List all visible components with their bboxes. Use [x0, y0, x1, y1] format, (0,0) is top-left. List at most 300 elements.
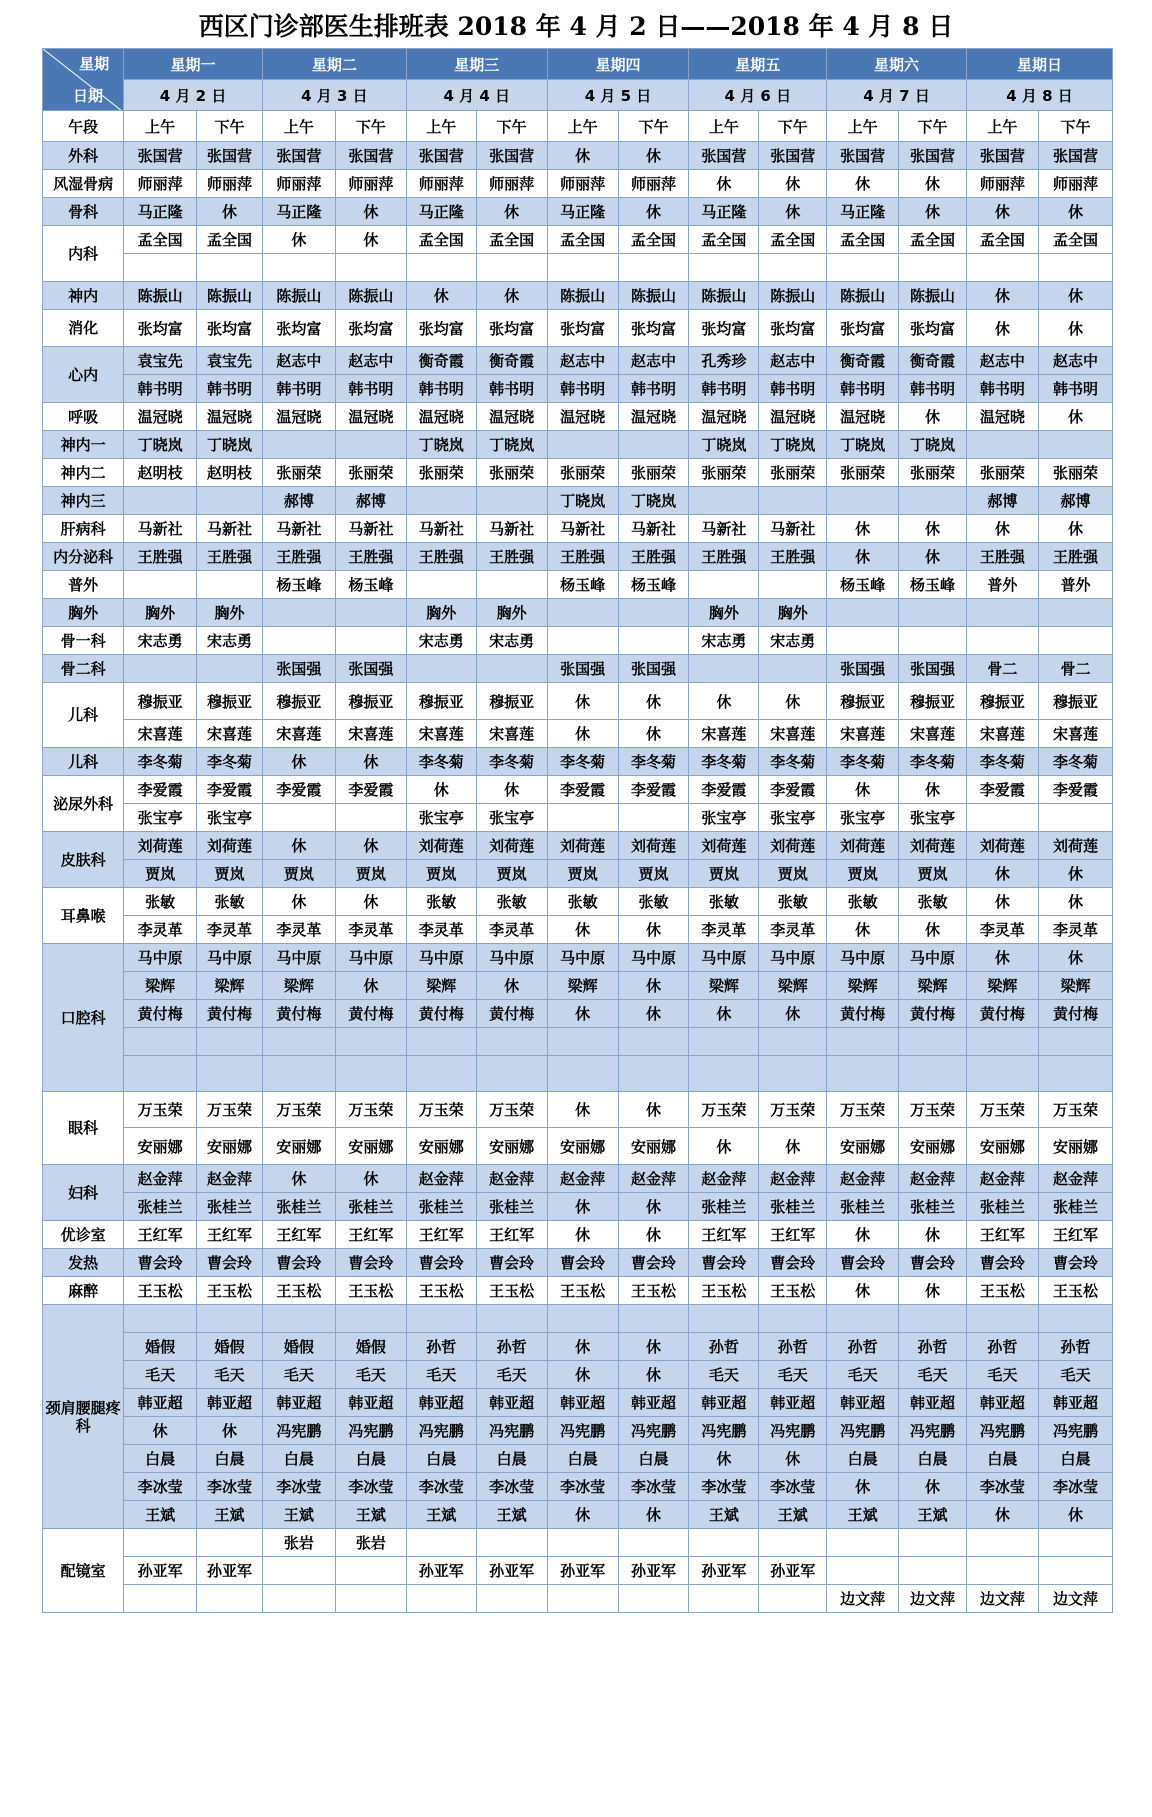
- shift-cell: 张国营: [1038, 142, 1112, 170]
- shift-cell: 马正隆: [827, 198, 899, 226]
- shift-cell: [335, 1305, 406, 1333]
- shift-cell: 王胜强: [124, 543, 197, 571]
- shift-cell: 梁辉: [197, 972, 263, 1000]
- shift-cell: 黄付梅: [476, 1000, 547, 1028]
- department-cell: 妇科: [43, 1165, 124, 1221]
- shift-cell: 王玉松: [335, 1277, 406, 1305]
- shift-cell: 张国营: [899, 142, 967, 170]
- shift-cell: 杨玉峰: [899, 571, 967, 599]
- period-cell: 上午: [547, 111, 618, 142]
- shift-cell: 张均富: [827, 310, 899, 347]
- shift-cell: 张桂兰: [197, 1193, 263, 1221]
- shift-cell: [759, 1028, 827, 1056]
- shift-cell: 婚假: [124, 1333, 197, 1361]
- shift-cell: 袁宝先: [124, 347, 197, 375]
- shift-cell: 休: [827, 916, 899, 944]
- department-cell: 神内一: [43, 431, 124, 459]
- shift-cell: [335, 1557, 406, 1585]
- shift-cell: 毛天: [827, 1361, 899, 1389]
- schedule-row: [43, 431, 1113, 459]
- shift-cell: 温冠晓: [476, 403, 547, 431]
- period-cell: 上午: [827, 111, 899, 142]
- shift-cell: 骨二: [1038, 655, 1112, 683]
- shift-cell: 宋志勇: [759, 627, 827, 655]
- shift-cell: 休: [547, 916, 618, 944]
- shift-cell: 王胜强: [406, 543, 476, 571]
- shift-cell: 张丽荣: [476, 459, 547, 487]
- shift-cell: 婚假: [197, 1333, 263, 1361]
- shift-cell: 张国强: [262, 655, 335, 683]
- shift-cell: 张国强: [618, 655, 689, 683]
- schedule-row: [43, 1389, 1113, 1417]
- weekday-header: 星期三: [406, 49, 547, 80]
- shift-cell: 贾岚: [476, 860, 547, 888]
- shift-cell: 孟全国: [689, 226, 759, 254]
- shift-cell: 孟全国: [966, 226, 1038, 254]
- shift-cell: 韩书明: [899, 375, 967, 403]
- shift-cell: 王玉松: [1038, 1277, 1112, 1305]
- shift-cell: 休: [618, 1221, 689, 1249]
- shift-cell: 休: [197, 198, 263, 226]
- shift-cell: 冯宪鹏: [406, 1417, 476, 1445]
- shift-cell: [1038, 627, 1112, 655]
- shift-cell: 休: [899, 515, 967, 543]
- shift-cell: 师丽萍: [124, 170, 197, 198]
- shift-cell: 张桂兰: [476, 1193, 547, 1221]
- shift-cell: [759, 487, 827, 515]
- shift-cell: 李冬菊: [1038, 748, 1112, 776]
- schedule-row: [43, 627, 1113, 655]
- shift-cell: [197, 655, 263, 683]
- shift-cell: 温冠晓: [689, 403, 759, 431]
- shift-cell: 李冰莹: [966, 1473, 1038, 1501]
- shift-cell: 贾岚: [547, 860, 618, 888]
- shift-cell: 安丽娜: [966, 1128, 1038, 1165]
- shift-cell: 休: [899, 403, 967, 431]
- shift-cell: 王斌: [197, 1501, 263, 1529]
- shift-cell: 曹会玲: [1038, 1249, 1112, 1277]
- shift-cell: 万玉荣: [335, 1092, 406, 1128]
- shift-cell: [547, 431, 618, 459]
- shift-cell: 王斌: [335, 1501, 406, 1529]
- shift-cell: 师丽萍: [1038, 170, 1112, 198]
- shift-cell: 李冬菊: [759, 748, 827, 776]
- shift-cell: 休: [689, 683, 759, 720]
- shift-cell: [406, 571, 476, 599]
- shift-cell: 温冠晓: [759, 403, 827, 431]
- shift-cell: 王斌: [827, 1501, 899, 1529]
- shift-cell: 师丽萍: [476, 170, 547, 198]
- shift-cell: [406, 254, 476, 282]
- shift-cell: [262, 1028, 335, 1056]
- shift-cell: 休: [335, 748, 406, 776]
- shift-cell: [406, 655, 476, 683]
- shift-cell: 张宝亭: [759, 804, 827, 832]
- shift-cell: 韩书明: [262, 375, 335, 403]
- shift-cell: 休: [899, 1277, 967, 1305]
- shift-cell: 温冠晓: [262, 403, 335, 431]
- shift-cell: [759, 254, 827, 282]
- shift-cell: 白晨: [476, 1445, 547, 1473]
- shift-cell: 白晨: [966, 1445, 1038, 1473]
- shift-cell: 丁晓岚: [547, 487, 618, 515]
- shift-cell: 王红军: [759, 1221, 827, 1249]
- shift-cell: [966, 627, 1038, 655]
- shift-cell: 梁辉: [262, 972, 335, 1000]
- shift-cell: 边文萍: [1038, 1585, 1112, 1613]
- shift-cell: 休: [618, 1333, 689, 1361]
- schedule-table: [42, 48, 1113, 1613]
- shift-cell: [689, 1529, 759, 1557]
- department-cell: 内分泌科: [43, 543, 124, 571]
- shift-cell: 休: [335, 1165, 406, 1193]
- shift-cell: 马正隆: [124, 198, 197, 226]
- schedule-row: [43, 1529, 1113, 1557]
- shift-cell: 梁辉: [899, 972, 967, 1000]
- page-title: 西区门诊部医生排班表 2018 年 4 月 2 日——2018 年 4 月 8 日: [198, 12, 954, 41]
- shift-cell: 杨玉峰: [618, 571, 689, 599]
- shift-cell: 毛天: [899, 1361, 967, 1389]
- shift-cell: 李冰莹: [262, 1473, 335, 1501]
- shift-cell: 毛天: [689, 1361, 759, 1389]
- department-cell: 发热: [43, 1249, 124, 1277]
- shift-cell: 王胜强: [759, 543, 827, 571]
- department-cell: 儿科: [43, 748, 124, 776]
- shift-cell: 宋喜莲: [124, 720, 197, 748]
- shift-cell: 韩书明: [547, 375, 618, 403]
- shift-cell: [335, 1585, 406, 1613]
- shift-cell: 毛天: [335, 1361, 406, 1389]
- schedule-row: [43, 1056, 1113, 1092]
- shift-cell: 休: [1038, 515, 1112, 543]
- shift-cell: 普外: [966, 571, 1038, 599]
- shift-cell: 穆振亚: [124, 683, 197, 720]
- period-cell: 下午: [335, 111, 406, 142]
- shift-cell: 赵金萍: [689, 1165, 759, 1193]
- shift-cell: 休: [618, 198, 689, 226]
- shift-cell: 赵志中: [759, 347, 827, 375]
- shift-cell: 韩书明: [197, 375, 263, 403]
- shift-cell: [547, 627, 618, 655]
- shift-cell: 李爱霞: [966, 776, 1038, 804]
- shift-cell: 韩亚超: [689, 1389, 759, 1417]
- shift-cell: 马新社: [476, 515, 547, 543]
- shift-cell: 王红军: [406, 1221, 476, 1249]
- shift-cell: 韩亚超: [618, 1389, 689, 1417]
- shift-cell: [406, 1028, 476, 1056]
- shift-cell: 孙哲: [406, 1333, 476, 1361]
- shift-cell: 休: [899, 543, 967, 571]
- shift-cell: 张丽荣: [262, 459, 335, 487]
- shift-cell: 刘荷莲: [1038, 832, 1112, 860]
- shift-cell: 孟全国: [827, 226, 899, 254]
- shift-cell: [689, 254, 759, 282]
- shift-cell: 温冠晓: [197, 403, 263, 431]
- shift-cell: 张敏: [547, 888, 618, 916]
- shift-cell: 郝博: [335, 487, 406, 515]
- shift-cell: [547, 1056, 618, 1092]
- shift-cell: 休: [618, 1193, 689, 1221]
- shift-cell: 休: [966, 944, 1038, 972]
- shift-cell: 休: [547, 142, 618, 170]
- shift-cell: 陈振山: [759, 282, 827, 310]
- shift-cell: 韩书明: [689, 375, 759, 403]
- shift-cell: 宋喜莲: [335, 720, 406, 748]
- period-cell: 上午: [124, 111, 197, 142]
- shift-cell: [547, 254, 618, 282]
- shift-cell: [335, 804, 406, 832]
- shift-cell: 穆振亚: [335, 683, 406, 720]
- schedule-row: [43, 487, 1113, 515]
- schedule-row: [43, 543, 1113, 571]
- shift-cell: [966, 431, 1038, 459]
- shift-cell: 张桂兰: [262, 1193, 335, 1221]
- department-cell: 神内三: [43, 487, 124, 515]
- shift-cell: 赵金萍: [899, 1165, 967, 1193]
- shift-cell: 王斌: [899, 1501, 967, 1529]
- schedule-row: [43, 1417, 1113, 1445]
- shift-cell: 休: [966, 282, 1038, 310]
- schedule-row: [43, 459, 1113, 487]
- shift-cell: 马新社: [335, 515, 406, 543]
- shift-cell: 白晨: [262, 1445, 335, 1473]
- weekday-header: 星期一: [124, 49, 263, 80]
- schedule-row: [43, 916, 1113, 944]
- shift-cell: 休: [618, 1501, 689, 1529]
- shift-cell: 马新社: [759, 515, 827, 543]
- schedule-row: [43, 571, 1113, 599]
- shift-cell: 陈振山: [899, 282, 967, 310]
- shift-cell: 王胜强: [335, 543, 406, 571]
- shift-cell: 婚假: [335, 1333, 406, 1361]
- shift-cell: [262, 1305, 335, 1333]
- shift-cell: [827, 487, 899, 515]
- shift-cell: 贾岚: [689, 860, 759, 888]
- shift-cell: [124, 571, 197, 599]
- shift-cell: 穆振亚: [262, 683, 335, 720]
- shift-cell: 万玉荣: [476, 1092, 547, 1128]
- shift-cell: [124, 1028, 197, 1056]
- shift-cell: 张丽荣: [759, 459, 827, 487]
- shift-cell: 李爱霞: [335, 776, 406, 804]
- shift-cell: 王胜强: [1038, 543, 1112, 571]
- shift-cell: 郝博: [966, 487, 1038, 515]
- shift-cell: 贾岚: [335, 860, 406, 888]
- shift-cell: 马中原: [406, 944, 476, 972]
- shift-cell: 休: [406, 776, 476, 804]
- shift-cell: 韩书明: [1038, 375, 1112, 403]
- shift-cell: 丁晓岚: [476, 431, 547, 459]
- shift-cell: 张桂兰: [689, 1193, 759, 1221]
- shift-cell: 孙亚军: [618, 1557, 689, 1585]
- period-cell: 下午: [476, 111, 547, 142]
- shift-cell: 李灵革: [1038, 916, 1112, 944]
- shift-cell: 宋喜莲: [1038, 720, 1112, 748]
- shift-cell: 王玉松: [618, 1277, 689, 1305]
- shift-cell: 李灵革: [124, 916, 197, 944]
- shift-cell: 马中原: [759, 944, 827, 972]
- shift-cell: 张宝亭: [689, 804, 759, 832]
- shift-cell: 孟全国: [759, 226, 827, 254]
- shift-cell: 曹会玲: [262, 1249, 335, 1277]
- shift-cell: 宋喜莲: [966, 720, 1038, 748]
- shift-cell: [335, 431, 406, 459]
- department-cell: 外科: [43, 142, 124, 170]
- shift-cell: 丁晓岚: [759, 431, 827, 459]
- shift-cell: [966, 599, 1038, 627]
- shift-cell: 张桂兰: [1038, 1193, 1112, 1221]
- shift-cell: 休: [476, 198, 547, 226]
- shift-cell: [899, 1056, 967, 1092]
- schedule-row: [43, 748, 1113, 776]
- shift-cell: 王玉松: [689, 1277, 759, 1305]
- shift-cell: 休: [618, 683, 689, 720]
- shift-cell: 休: [899, 170, 967, 198]
- shift-cell: [1038, 1028, 1112, 1056]
- department-cell: 配镜室: [43, 1529, 124, 1613]
- shift-cell: 张丽荣: [827, 459, 899, 487]
- shift-cell: 休: [759, 170, 827, 198]
- shift-cell: [689, 1056, 759, 1092]
- shift-cell: 休: [827, 1473, 899, 1501]
- shift-cell: [1038, 804, 1112, 832]
- shift-cell: 刘荷莲: [689, 832, 759, 860]
- schedule-row: [43, 1092, 1113, 1128]
- shift-cell: 贾岚: [618, 860, 689, 888]
- shift-cell: [827, 1305, 899, 1333]
- shift-cell: 李灵革: [966, 916, 1038, 944]
- schedule-row: [43, 170, 1113, 198]
- shift-cell: 杨玉峰: [335, 571, 406, 599]
- shift-cell: 孟全国: [406, 226, 476, 254]
- shift-cell: 李冬菊: [827, 748, 899, 776]
- shift-cell: 张敏: [197, 888, 263, 916]
- shift-cell: 休: [1038, 1501, 1112, 1529]
- shift-cell: [618, 627, 689, 655]
- shift-cell: 李冬菊: [966, 748, 1038, 776]
- shift-cell: [899, 1557, 967, 1585]
- shift-cell: 王红军: [476, 1221, 547, 1249]
- shift-cell: 马新社: [197, 515, 263, 543]
- shift-cell: 宋喜莲: [262, 720, 335, 748]
- shift-cell: [335, 1056, 406, 1092]
- shift-cell: [966, 1305, 1038, 1333]
- date-header: 4 月 2 日: [124, 80, 263, 111]
- shift-cell: 李冰莹: [618, 1473, 689, 1501]
- shift-cell: 普外: [1038, 571, 1112, 599]
- shift-cell: 温冠晓: [966, 403, 1038, 431]
- shift-cell: 温冠晓: [618, 403, 689, 431]
- shift-cell: 王玉松: [476, 1277, 547, 1305]
- shift-cell: 冯宪鹏: [618, 1417, 689, 1445]
- shift-cell: 张丽荣: [335, 459, 406, 487]
- shift-cell: [262, 599, 335, 627]
- shift-cell: 张国营: [335, 142, 406, 170]
- shift-cell: 李冬菊: [899, 748, 967, 776]
- shift-cell: [966, 1056, 1038, 1092]
- schedule-row: [43, 198, 1113, 226]
- shift-cell: 休: [547, 720, 618, 748]
- shift-cell: 韩亚超: [197, 1389, 263, 1417]
- shift-cell: 安丽娜: [899, 1128, 967, 1165]
- shift-cell: 毛天: [262, 1361, 335, 1389]
- shift-cell: 休: [618, 1092, 689, 1128]
- shift-cell: [406, 1529, 476, 1557]
- shift-cell: 万玉荣: [827, 1092, 899, 1128]
- shift-cell: [124, 655, 197, 683]
- shift-cell: 王胜强: [197, 543, 263, 571]
- shift-cell: 李灵革: [759, 916, 827, 944]
- shift-cell: 师丽萍: [406, 170, 476, 198]
- shift-cell: 丁晓岚: [618, 487, 689, 515]
- shift-cell: 万玉荣: [966, 1092, 1038, 1128]
- shift-cell: 穆振亚: [827, 683, 899, 720]
- shift-cell: 张丽荣: [1038, 459, 1112, 487]
- weekday-header: 星期六: [827, 49, 967, 80]
- shift-cell: 刘荷莲: [966, 832, 1038, 860]
- shift-cell: 李爱霞: [1038, 776, 1112, 804]
- shift-cell: 张国营: [966, 142, 1038, 170]
- shift-cell: 安丽娜: [827, 1128, 899, 1165]
- shift-cell: 马新社: [124, 515, 197, 543]
- shift-cell: 边文萍: [966, 1585, 1038, 1613]
- shift-cell: 李灵革: [406, 916, 476, 944]
- shift-cell: [827, 599, 899, 627]
- shift-cell: 王胜强: [618, 543, 689, 571]
- shift-cell: [547, 804, 618, 832]
- schedule-row: [43, 254, 1113, 282]
- shift-cell: 马中原: [197, 944, 263, 972]
- shift-cell: 韩亚超: [966, 1389, 1038, 1417]
- shift-cell: 休: [827, 776, 899, 804]
- shift-cell: 黄付梅: [124, 1000, 197, 1028]
- schedule-row: [43, 832, 1113, 860]
- shift-cell: 休: [406, 282, 476, 310]
- shift-cell: 黄付梅: [1038, 1000, 1112, 1028]
- shift-cell: [547, 1529, 618, 1557]
- schedule-row: [43, 776, 1113, 804]
- shift-cell: [335, 599, 406, 627]
- shift-cell: 韩亚超: [406, 1389, 476, 1417]
- shift-cell: [197, 1056, 263, 1092]
- shift-cell: 王红军: [197, 1221, 263, 1249]
- schedule-row: [43, 1165, 1113, 1193]
- shift-cell: 赵志中: [618, 347, 689, 375]
- shift-cell: 赵明枝: [197, 459, 263, 487]
- shift-cell: 黄付梅: [899, 1000, 967, 1028]
- shift-cell: [124, 1305, 197, 1333]
- shift-cell: 休: [335, 198, 406, 226]
- shift-cell: 刘荷莲: [759, 832, 827, 860]
- shift-cell: 孟全国: [197, 226, 263, 254]
- schedule-row: [43, 1128, 1113, 1165]
- shift-cell: 毛天: [406, 1361, 476, 1389]
- shift-cell: 休: [547, 683, 618, 720]
- shift-cell: 温冠晓: [406, 403, 476, 431]
- shift-cell: 韩亚超: [827, 1389, 899, 1417]
- shift-cell: 丁晓岚: [406, 431, 476, 459]
- shift-cell: 王红军: [124, 1221, 197, 1249]
- shift-cell: 李灵革: [262, 916, 335, 944]
- shift-cell: 休: [197, 1417, 263, 1445]
- period-cell: 上午: [262, 111, 335, 142]
- shift-cell: 王玉松: [197, 1277, 263, 1305]
- shift-cell: 梁辉: [124, 972, 197, 1000]
- shift-cell: 赵金萍: [759, 1165, 827, 1193]
- shift-cell: 温冠晓: [547, 403, 618, 431]
- shift-cell: 张均富: [689, 310, 759, 347]
- shift-cell: 黄付梅: [406, 1000, 476, 1028]
